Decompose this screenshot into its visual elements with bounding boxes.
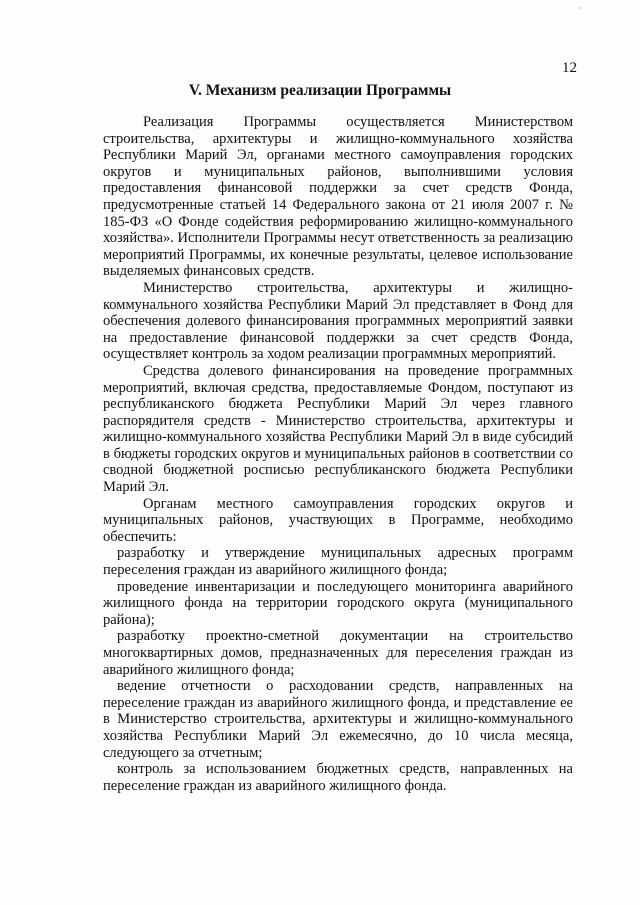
page-number: 12 bbox=[562, 60, 577, 76]
list-item-reporting: ведение отчетности о расходовании средств, направленных на переселение граждан из аварийного жилищного фонда, и представление ее в Министерство строительства, архитектуры и жилищно-коммунального хозяйства Республики Марий Эл ежемесячно, до 10 числа месяца, следующего за отчетным; bbox=[103, 678, 573, 761]
list-item-programs: разработку и утверждение муниципальных адресных программ переселения граждан из аварийного жилищного фонда; bbox=[103, 545, 573, 579]
paragraph-local-authorities: Органам местного самоуправления городских округов и муниципальных районов, участвующих в Программе, необходимо обеспечить: bbox=[103, 495, 573, 545]
paragraph-implementation: Реализация Программы осуществляется Министерством строительства, архитектуры и жилищно-коммунального хозяйства Республики Марий Эл, органами местного самоуправления городских округов и муниципальных районов, выполнившими условия предоставления финансовой поддержки за счет средств Фонда, предусмотренные статьей 14 Федерального закона от 21 июля 2007 г. № 185-ФЗ «О Фонде содействия реформированию жилищно-коммунального хозяйства». Исполнители Программы несут ответственность за реализацию мероприятий Программы, их конечные результаты, целевое использование выделяемых финансовых средств. bbox=[103, 114, 573, 280]
list-item-inventory: проведение инвентаризации и последующего мониторинга аварийного жилищного фонда на территории городского округа (муниципального района); bbox=[103, 578, 573, 628]
scan-speck bbox=[580, 7, 581, 9]
list-item-design-docs: разработку проектно-сметной документации на строительство многоквартирных домов, предназначенных для переселения граждан из аварийного жилищного фонда; bbox=[103, 628, 573, 678]
document-body bbox=[103, 114, 573, 794]
section-heading: V. Механизм реализации Программы bbox=[188, 82, 452, 99]
paragraph-financing: Средства долевого финансирования на проведение программных мероприятий, включая средства, предоставляемые Фондом, поступают из республиканского бюджета Республики Марий Эл через главного распорядителя средств - Министерство строительства, архитектуры и жилищно-коммунального хозяйства Республики Марий Эл в виде субсидий в бюджеты городских округов и муниципальных районов в соответствии со сводной бюджетной росписью республиканского бюджета Республики Марий Эл. bbox=[103, 362, 573, 496]
list-item-control: контроль за использованием бюджетных средств, направленных на переселение граждан из аварийного жилищного фонда. bbox=[103, 761, 573, 794]
paragraph-ministry: Министерство строительства, архитектуры и жилищно-коммунального хозяйства Республики Марий Эл представляет в Фонд для обеспечения долевого финансирования программных мероприятий заявки на предоставление финансовой поддержки за счет средств Фонда, осуществляет контроль за ходом реализации программных мероприятий. bbox=[103, 279, 573, 363]
